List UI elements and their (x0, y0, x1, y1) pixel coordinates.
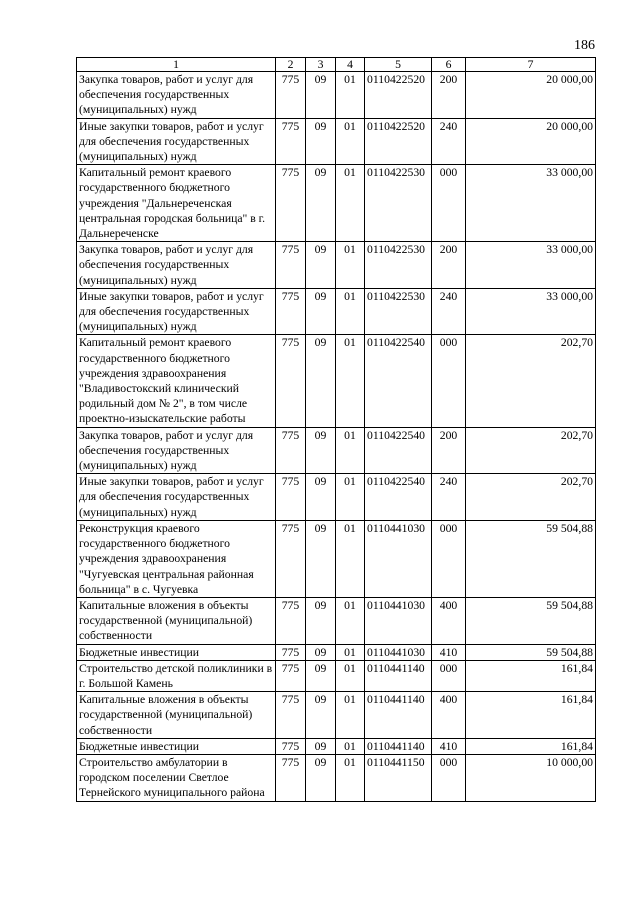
ministry-code-cell: 775 (276, 118, 306, 165)
amount-cell: 161,84 (466, 660, 596, 691)
subsection-code-cell: 01 (336, 474, 365, 521)
header-col-6: 6 (432, 58, 466, 72)
header-col-3: 3 (306, 58, 336, 72)
subsection-code-cell: 01 (336, 644, 365, 660)
header-col-7: 7 (466, 58, 596, 72)
expense-type-cell: 400 (432, 597, 466, 644)
expense-type-cell: 200 (432, 242, 466, 289)
subsection-code-cell: 01 (336, 738, 365, 754)
item-name-cell: Капитальный ремонт краевого государственного бюджетного учреждения "Дальнереченская центральная городская больница" в г. Дальнереченске (77, 165, 276, 242)
table-body (77, 72, 596, 802)
ministry-code-cell: 775 (276, 474, 306, 521)
ministry-code-cell: 775 (276, 692, 306, 739)
amount-cell: 59 504,88 (466, 597, 596, 644)
subsection-code-cell: 01 (336, 242, 365, 289)
table-row (77, 72, 596, 119)
table-row (77, 118, 596, 165)
amount-cell: 161,84 (466, 738, 596, 754)
target-article-cell: 0110441150 (365, 754, 432, 801)
amount-cell: 202,70 (466, 335, 596, 427)
section-code-cell: 09 (306, 427, 336, 474)
amount-cell: 161,84 (466, 692, 596, 739)
amount-cell: 33 000,00 (466, 288, 596, 335)
ministry-code-cell: 775 (276, 738, 306, 754)
table-row (77, 474, 596, 521)
subsection-code-cell: 01 (336, 72, 365, 119)
expense-type-cell: 000 (432, 754, 466, 801)
item-name-cell: Закупка товаров, работ и услуг для обеспечения государственных (муниципальных) нужд (77, 242, 276, 289)
ministry-code-cell: 775 (276, 165, 306, 242)
table-row (77, 754, 596, 801)
expense-type-cell: 410 (432, 644, 466, 660)
item-name-cell: Капитальные вложения в объекты государственной (муниципальной) собственности (77, 597, 276, 644)
page-number: 186 (574, 38, 595, 53)
ministry-code-cell: 775 (276, 335, 306, 427)
target-article-cell: 0110441030 (365, 520, 432, 597)
ministry-code-cell: 775 (276, 597, 306, 644)
section-code-cell: 09 (306, 165, 336, 242)
section-code-cell: 09 (306, 738, 336, 754)
subsection-code-cell: 01 (336, 165, 365, 242)
item-name-cell: Капитальный ремонт краевого государственного бюджетного учреждения здравоохранения "Владивостокский клинический родильный дом № 2", в том числе проектно-изыскательские работы (77, 335, 276, 427)
target-article-cell: 0110441140 (365, 738, 432, 754)
table-row (77, 738, 596, 754)
ministry-code-cell: 775 (276, 288, 306, 335)
item-name-cell: Иные закупки товаров, работ и услуг для обеспечения государственных (муниципальных) нужд (77, 474, 276, 521)
target-article-cell: 0110422530 (365, 288, 432, 335)
table-row (77, 288, 596, 335)
expense-type-cell: 410 (432, 738, 466, 754)
subsection-code-cell: 01 (336, 288, 365, 335)
section-code-cell: 09 (306, 474, 336, 521)
target-article-cell: 0110422540 (365, 335, 432, 427)
subsection-code-cell: 01 (336, 118, 365, 165)
item-name-cell: Бюджетные инвестиции (77, 738, 276, 754)
amount-cell: 202,70 (466, 427, 596, 474)
expense-type-cell: 000 (432, 520, 466, 597)
section-code-cell: 09 (306, 118, 336, 165)
subsection-code-cell: 01 (336, 660, 365, 691)
section-code-cell: 09 (306, 72, 336, 119)
target-article-cell: 0110441140 (365, 692, 432, 739)
subsection-code-cell: 01 (336, 520, 365, 597)
expense-type-cell: 240 (432, 118, 466, 165)
expense-type-cell: 200 (432, 72, 466, 119)
budget-table (76, 57, 596, 802)
expense-type-cell: 240 (432, 474, 466, 521)
table-row (77, 242, 596, 289)
target-article-cell: 0110422540 (365, 427, 432, 474)
table-row (77, 520, 596, 597)
expense-type-cell: 000 (432, 335, 466, 427)
amount-cell: 59 504,88 (466, 644, 596, 660)
header-col-2: 2 (276, 58, 306, 72)
table-row (77, 597, 596, 644)
subsection-code-cell: 01 (336, 692, 365, 739)
item-name-cell: Закупка товаров, работ и услуг для обеспечения государственных (муниципальных) нужд (77, 72, 276, 119)
amount-cell: 202,70 (466, 474, 596, 521)
target-article-cell: 0110422540 (365, 474, 432, 521)
table-row (77, 644, 596, 660)
amount-cell: 20 000,00 (466, 72, 596, 119)
table-row (77, 692, 596, 739)
ministry-code-cell: 775 (276, 427, 306, 474)
header-col-4: 4 (336, 58, 365, 72)
expense-type-cell: 000 (432, 165, 466, 242)
amount-cell: 59 504,88 (466, 520, 596, 597)
item-name-cell: Иные закупки товаров, работ и услуг для обеспечения государственных (муниципальных) нужд (77, 288, 276, 335)
section-code-cell: 09 (306, 520, 336, 597)
ministry-code-cell: 775 (276, 72, 306, 119)
target-article-cell: 0110422520 (365, 72, 432, 119)
ministry-code-cell: 775 (276, 242, 306, 289)
item-name-cell: Бюджетные инвестиции (77, 644, 276, 660)
target-article-cell: 0110422530 (365, 165, 432, 242)
subsection-code-cell: 01 (336, 427, 365, 474)
section-code-cell: 09 (306, 242, 336, 289)
ministry-code-cell: 775 (276, 520, 306, 597)
table-row (77, 660, 596, 691)
amount-cell: 20 000,00 (466, 118, 596, 165)
section-code-cell: 09 (306, 335, 336, 427)
expense-type-cell: 200 (432, 427, 466, 474)
item-name-cell: Закупка товаров, работ и услуг для обеспечения государственных (муниципальных) нужд (77, 427, 276, 474)
header-row (77, 58, 596, 72)
section-code-cell: 09 (306, 754, 336, 801)
amount-cell: 33 000,00 (466, 242, 596, 289)
section-code-cell: 09 (306, 660, 336, 691)
section-code-cell: 09 (306, 597, 336, 644)
subsection-code-cell: 01 (336, 335, 365, 427)
subsection-code-cell: 01 (336, 754, 365, 801)
item-name-cell: Капитальные вложения в объекты государственной (муниципальной) собственности (77, 692, 276, 739)
section-code-cell: 09 (306, 288, 336, 335)
header-col-1: 1 (77, 58, 276, 72)
ministry-code-cell: 775 (276, 660, 306, 691)
expense-type-cell: 400 (432, 692, 466, 739)
item-name-cell: Строительство детской поликлиники в г. Большой Камень (77, 660, 276, 691)
ministry-code-cell: 775 (276, 644, 306, 660)
target-article-cell: 0110441030 (365, 644, 432, 660)
header-col-5: 5 (365, 58, 432, 72)
target-article-cell: 0110422530 (365, 242, 432, 289)
amount-cell: 33 000,00 (466, 165, 596, 242)
item-name-cell: Строительство амбулатории в городском поселении Светлое Тернейского муниципального района (77, 754, 276, 801)
section-code-cell: 09 (306, 644, 336, 660)
subsection-code-cell: 01 (336, 597, 365, 644)
ministry-code-cell: 775 (276, 754, 306, 801)
item-name-cell: Реконструкция краевого государственного бюджетного учреждения здравоохранения "Чугуевская центральная районная больница" в с. Чугуевка (77, 520, 276, 597)
target-article-cell: 0110441140 (365, 660, 432, 691)
table-row (77, 427, 596, 474)
section-code-cell: 09 (306, 692, 336, 739)
expense-type-cell: 000 (432, 660, 466, 691)
target-article-cell: 0110441030 (365, 597, 432, 644)
expense-type-cell: 240 (432, 288, 466, 335)
item-name-cell: Иные закупки товаров, работ и услуг для обеспечения государственных (муниципальных) нужд (77, 118, 276, 165)
table-row (77, 335, 596, 427)
target-article-cell: 0110422520 (365, 118, 432, 165)
amount-cell: 10 000,00 (466, 754, 596, 801)
table-row (77, 165, 596, 242)
